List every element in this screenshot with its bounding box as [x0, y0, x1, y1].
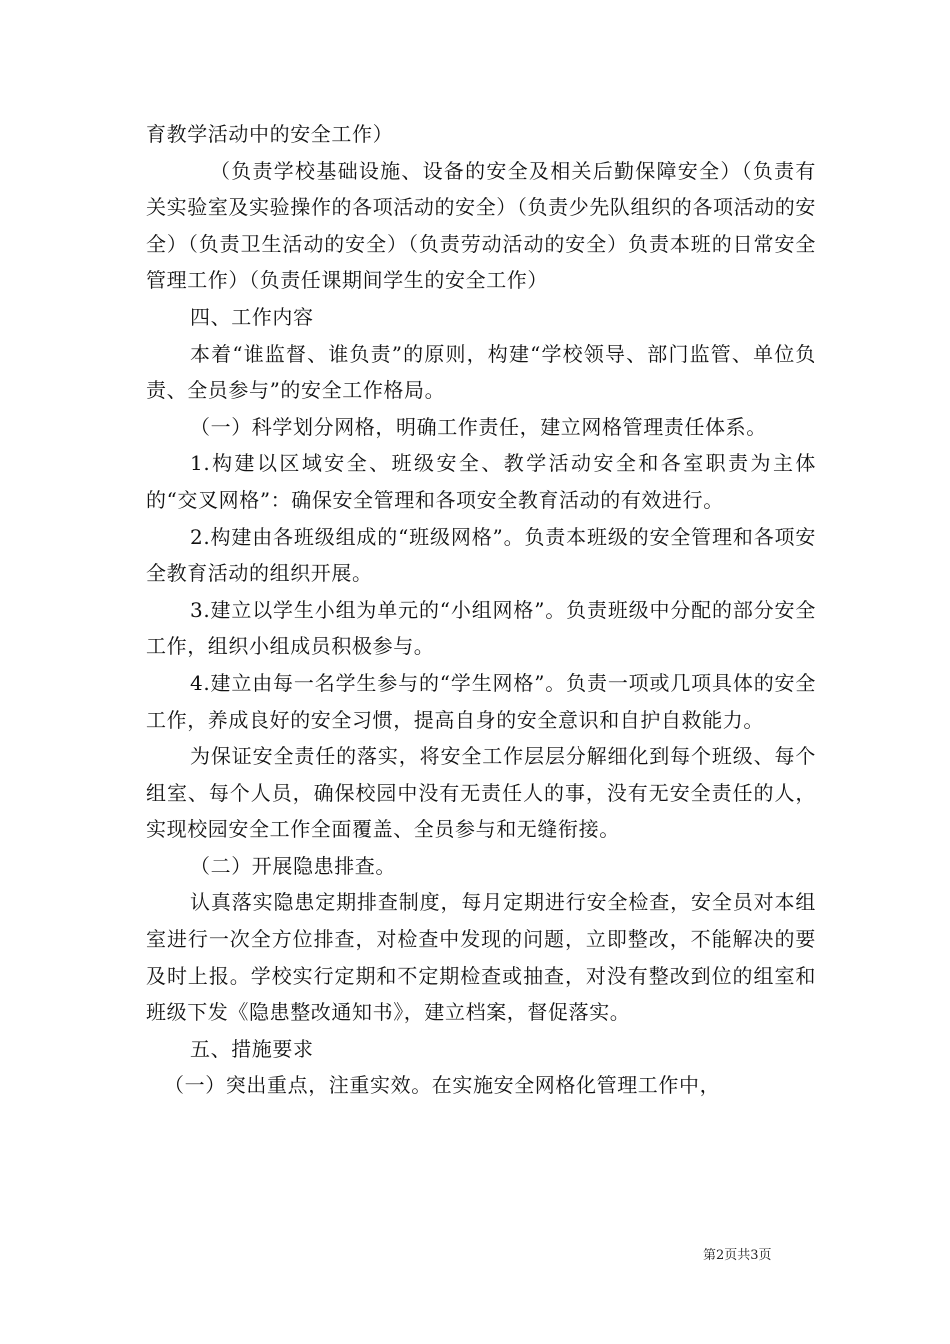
paragraph-5: 认真落实隐患定期排查制度，每月定期进行安全检查，安全员对本组室进行一次全方位排查，对检查中发现的问题，立即整改，不能解决的要及时上报。学校实行定期和不定期检查或抽查，对没有整改到位的组室和班级下发《隐患整改通知书》，建立档案，督促落实。: [146, 890, 816, 1025]
list-item-3: 3.建立以学生小组为单元的“小组网格”。负责班级中分配的部分安全工作，组织小组成员积极参与。: [146, 597, 816, 659]
paragraph-6: （一）突出重点，注重实效。在实施安全网格化管理工作中，: [164, 1073, 721, 1098]
paragraph-2: （负责学校基础设施、设备的安全及相关后勤保障安全）（负责有关实验室及实验操作的各项活动的安全）（负责少先队组织的各项活动的安全）（负责卫生活动的安全）（负责劳动活动的安全）负责本班的日常安全管理工作）（负责任课期间学生的安全工作）: [146, 158, 816, 293]
section-heading-5: 五、措施要求: [190, 1036, 314, 1061]
list-item-1: 1.构建以区域安全、班级安全、教学活动安全和各室职责为主体的“交叉网格”：确保安全管理和各项安全教育活动的有效进行。: [146, 451, 816, 512]
paragraph-4: 为保证安全责任的落实，将安全工作层层分解细化到每个班级、每个组室、每个人员，确保校园中没有无责任人的事，没有无安全责任的人，实现校园安全工作全面覆盖、全员参与和无缝衔接。: [146, 744, 816, 842]
page-number: 第2页共3页: [703, 1248, 772, 1263]
list-item-4: 4.建立由每一名学生参与的“学生网格”。负责一项或几项具体的安全工作，养成良好的安全习惯，提高自身的安全意识和自护自救能力。: [146, 670, 816, 732]
paragraph-3: 本着“谁监督、谁负责”的原则，构建“学校领导、部门监管、单位负责、全员参与”的安全工作格局。: [146, 341, 816, 403]
list-item-2: 2.构建由各班级组成的“班级网格”。负责本班级的安全管理和各项安全教育活动的组织开展。: [146, 524, 816, 586]
subsection-heading-1: （一）科学划分网格，明确工作责任，建立网格管理责任体系。: [190, 414, 767, 439]
section-heading-4: 四、工作内容: [190, 304, 314, 329]
paragraph-1: 育教学活动中的安全工作）: [146, 122, 394, 146]
document-body: [146, 116, 816, 1104]
subsection-heading-2: （二）开展隐患排查。: [190, 853, 396, 878]
